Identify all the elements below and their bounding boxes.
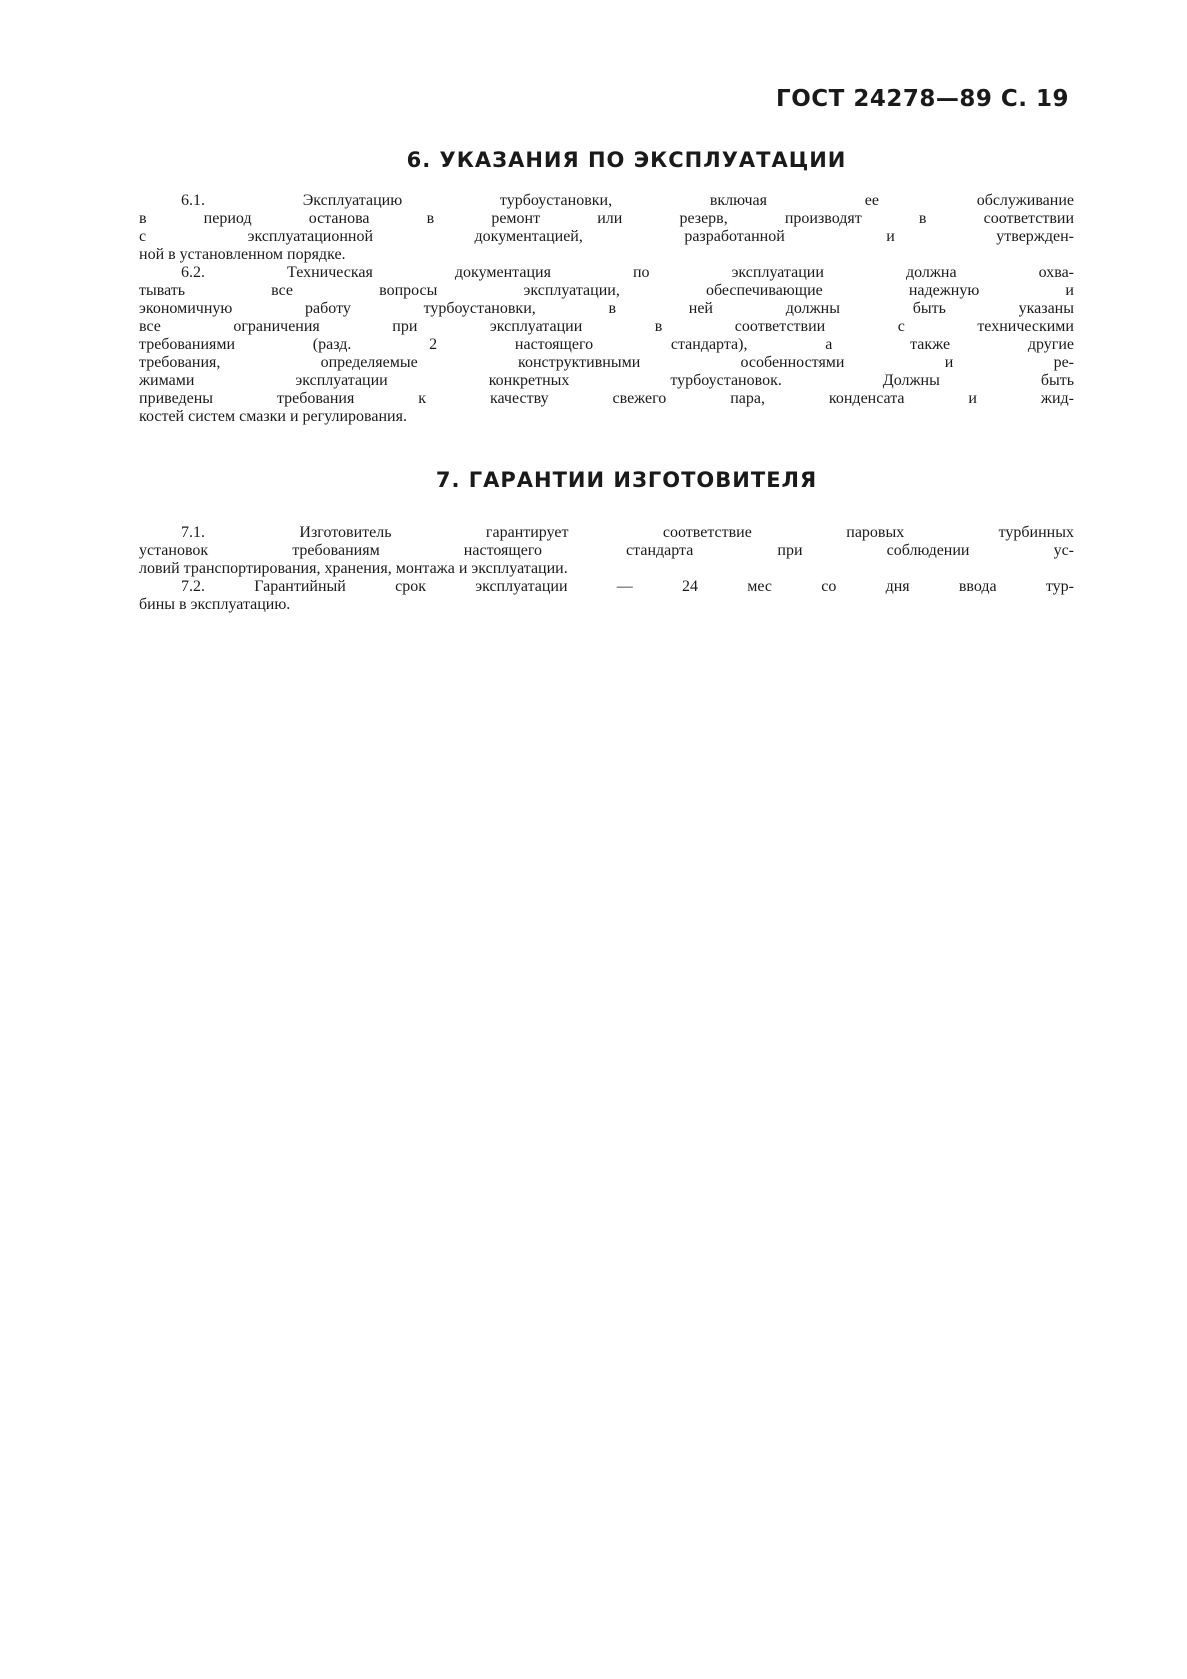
text-line: с эксплуатационной документацией, разработанной и утвержден-: [139, 228, 1074, 245]
text-line: приведены требования к качеству свежего пара, конденсата и жид-: [139, 390, 1074, 407]
paragraph-7-2: [139, 578, 1074, 614]
section-6-title: 6. УКАЗАНИЯ ПО ЭКСПЛУАТАЦИИ: [406, 148, 847, 172]
text-line: ловий транспортирования, хранения, монтажа и эксплуатации.: [139, 560, 568, 577]
text-line: экономичную работу турбоустановки, в ней должны быть указаны: [139, 300, 1074, 317]
paragraph-6-2: [139, 264, 1074, 426]
text-line: 7.1. Изготовитель гарантирует соответствие паровых турбинных: [181, 524, 1074, 541]
text-line: установок требованиям настоящего стандарта при соблюдении ус-: [139, 542, 1074, 559]
text-line: требованиями (разд. 2 настоящего стандарта), а также другие: [139, 336, 1074, 353]
text-line: все ограничения при эксплуатации в соответствии с техническими: [139, 318, 1074, 335]
text-line: 7.2. Гарантийный срок эксплуатации — 24 мес со дня ввода тур-: [181, 578, 1074, 595]
text-line: тывать все вопросы эксплуатации, обеспечивающие надежную и: [139, 282, 1074, 299]
paragraph-6-1: [139, 192, 1074, 264]
text-line: костей систем смазки и регулирования.: [139, 408, 407, 425]
section-7-title: 7. ГАРАНТИИ ИЗГОТОВИТЕЛЯ: [435, 468, 818, 492]
text-line: ной в установленном порядке.: [139, 246, 346, 263]
paragraph-7-1: [139, 524, 1074, 578]
text-line: 6.2. Техническая документация по эксплуатации должна охва-: [181, 264, 1074, 281]
page-header: ГОСТ 24278—89 С. 19: [776, 86, 1069, 112]
text-line: требования, определяемые конструктивными особенностями и ре-: [139, 354, 1074, 371]
document-body: [139, 140, 1074, 614]
text-line: бины в эксплуатацию.: [139, 596, 291, 613]
text-line: 6.1. Эксплуатацию турбоустановки, включая ее обслуживание: [181, 192, 1074, 209]
text-line: в период останова в ремонт или резерв, производят в соответствии: [139, 210, 1074, 227]
text-line: жимами эксплуатации конкретных турбоустановок. Должны быть: [139, 372, 1074, 389]
